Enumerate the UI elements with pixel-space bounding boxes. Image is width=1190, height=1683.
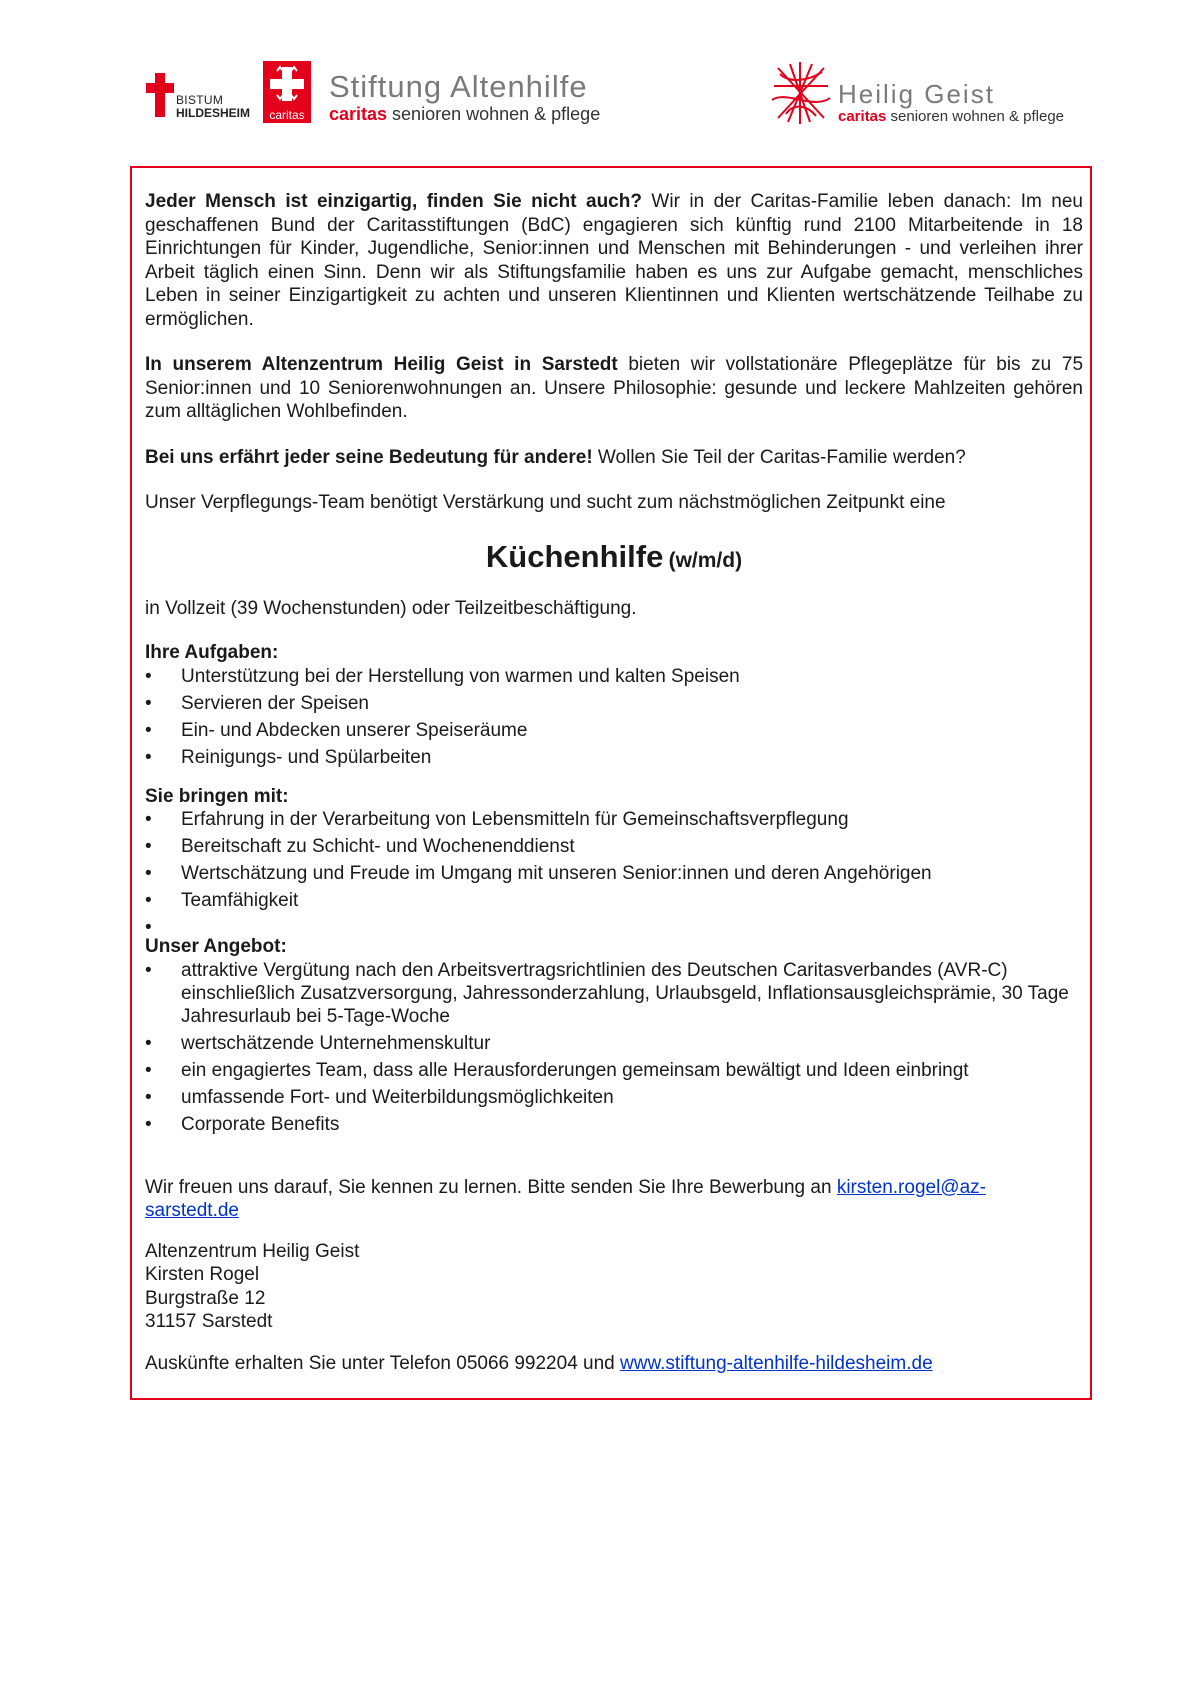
stiftung-subtitle: caritas senioren wohnen & pflege (329, 104, 601, 124)
heilig-geist-name: Heilig Geist (838, 79, 995, 109)
contact-address (145, 1240, 1083, 1334)
list-item: • Wertschätzung und Freude im Umgang mit unseren Senior:innen und deren Angehörigen (145, 863, 932, 884)
stiftung-wordmark (329, 71, 600, 125)
list-item: • Servieren der Speisen (145, 692, 369, 714)
list-item: • wertschätzende Unternehmenskultur (145, 1032, 491, 1054)
requirements-list (145, 808, 1083, 938)
hildesheim-label: HILDESHEIM (176, 106, 251, 120)
list-item: • Corporate Benefits (145, 1113, 340, 1135)
bistum-label: BISTUM (176, 93, 224, 107)
empty-list-item: • (145, 917, 152, 938)
tasks-list (145, 665, 1083, 769)
caritas-flame-cross-icon (263, 61, 311, 107)
list-item: • Reinigungs- und Spülarbeiten (145, 746, 432, 768)
caritas-wordmark: caritas (263, 107, 311, 123)
heilig-geist-wordmark (838, 80, 1064, 126)
list-item: • Ein- und Abdecken unserer Speiseräume (145, 719, 528, 741)
info-paragraph: Auskünfte erhalten Sie unter Telefon 05066 992204 und www.stiftung-altenhilfe-hildesheim.de (145, 1352, 933, 1374)
employment-scope: in Vollzeit (39 Wochenstunden) oder Teilzeitbeschäftigung. (145, 597, 637, 619)
offer-heading: Unser Angebot: (145, 936, 287, 957)
facility-paragraph: In unserem Altenzentrum Heilig Geist in Sarstedt bieten wir vollstationäre Pflegeplätze für bis zu 75 Senior:innen und 10 Seniorenwohnungen an. Unsere Philosophie: gesunde und leckere Mahlzeiten gehören zum alltäglichen Wohlbefinden. (145, 354, 1084, 422)
list-item: • Bereitschaft zu Schicht- und Wochenenddienst (145, 836, 575, 857)
application-paragraph: Wir freuen uns darauf, Sie kennen zu lernen. Bitte senden Sie Ihre Bewerbung an kirsten.rogel@az- sarstedt.de (145, 1176, 986, 1221)
job-posting-frame (130, 166, 1092, 1400)
list-item: • ein engagiertes Team, dass alle Herausforderungen gemeinsam bewältigt und Ideen einbringt (145, 1059, 969, 1081)
offer-list (145, 959, 1083, 1136)
requirements-heading: Sie bringen mit: (145, 785, 289, 807)
intro-paragraph: Jeder Mensch ist einzigartig, finden Sie nicht auch? Wir in der Caritas-Familie leben danach: Im neu geschaffenen Bund der Caritasstiftungen (BdC) engagieren sich künftig rund 2100 Mitarbeitende in 18 Einrichtungen für Kinder, Jugendliche, Senior:innen und Menschen mit Behinderungen - und verleihen ihrer Arbeit täglich einen Sinn. Denn wir als Stiftungsfamilie haben es uns zur Aufgabe gemacht, menschliches Leben in seiner Einzigartigkeit zu achten und unseren Klientinnen und Klienten wertschätzende Teilhabe zu ermöglichen. (145, 191, 1083, 330)
address-line: Burgstraße 12 (145, 1287, 266, 1309)
meaning-paragraph: Bei uns erfährt jeder seine Bedeutung für andere! Wollen Sie Teil der Caritas-Familie werden? (145, 446, 966, 468)
red-cross-icon (146, 73, 176, 117)
list-item: • Unterstützung bei der Herstellung von warmen und kalten Speisen (145, 665, 740, 687)
list-item: • attraktive Vergütung nach den Arbeitsvertragsrichtlinien des Deutschen Caritasverbandes (AVR-C) einschließlich Zusatzversorgung, Jahressonderzahlung, Urlaubsgeld, Inflationsausgleichsprämie, 30 Tage Jahresurlaub bei 5-Tage-Woche (145, 959, 1069, 1027)
stiftung-name: Stiftung Altenhilfe (329, 69, 588, 104)
website-link[interactable]: www.stiftung-altenhilfe-hildesheim.de (620, 1352, 933, 1374)
job-posting-content (145, 190, 1083, 1375)
address-line: Kirsten Rogel (145, 1264, 260, 1285)
bistum-hildesheim-logo (146, 73, 254, 120)
job-title (145, 539, 1083, 579)
email-link[interactable]: kirsten.rogel@az- sarstedt.de (145, 1176, 986, 1221)
heilig-geist-subtitle: caritas senioren wohnen & pflege (838, 108, 1065, 125)
address-line: Altenzentrum Heilig Geist (145, 1240, 360, 1262)
caritas-logo (263, 61, 311, 123)
tasks-heading: Ihre Aufgaben: (145, 642, 279, 663)
heilig-geist-emblem-icon (770, 60, 832, 126)
list-item: • Erfahrung in der Verarbeitung von Lebensmitteln für Gemeinschaftsverpflegung (145, 809, 849, 830)
address-line: 31157 Sarstedt (145, 1311, 273, 1332)
team-paragraph: Unser Verpflegungs-Team benötigt Verstärkung und sucht zum nächstmöglichen Zeitpunkt eine (145, 492, 946, 513)
list-item: • umfassende Fort- und Weiterbildungsmöglichkeiten (145, 1086, 614, 1108)
job-title-suffix: (w/m/d) (668, 548, 743, 572)
job-title-text: Küchenhilfe (485, 538, 664, 574)
list-item: • Teamfähigkeit (145, 890, 299, 911)
